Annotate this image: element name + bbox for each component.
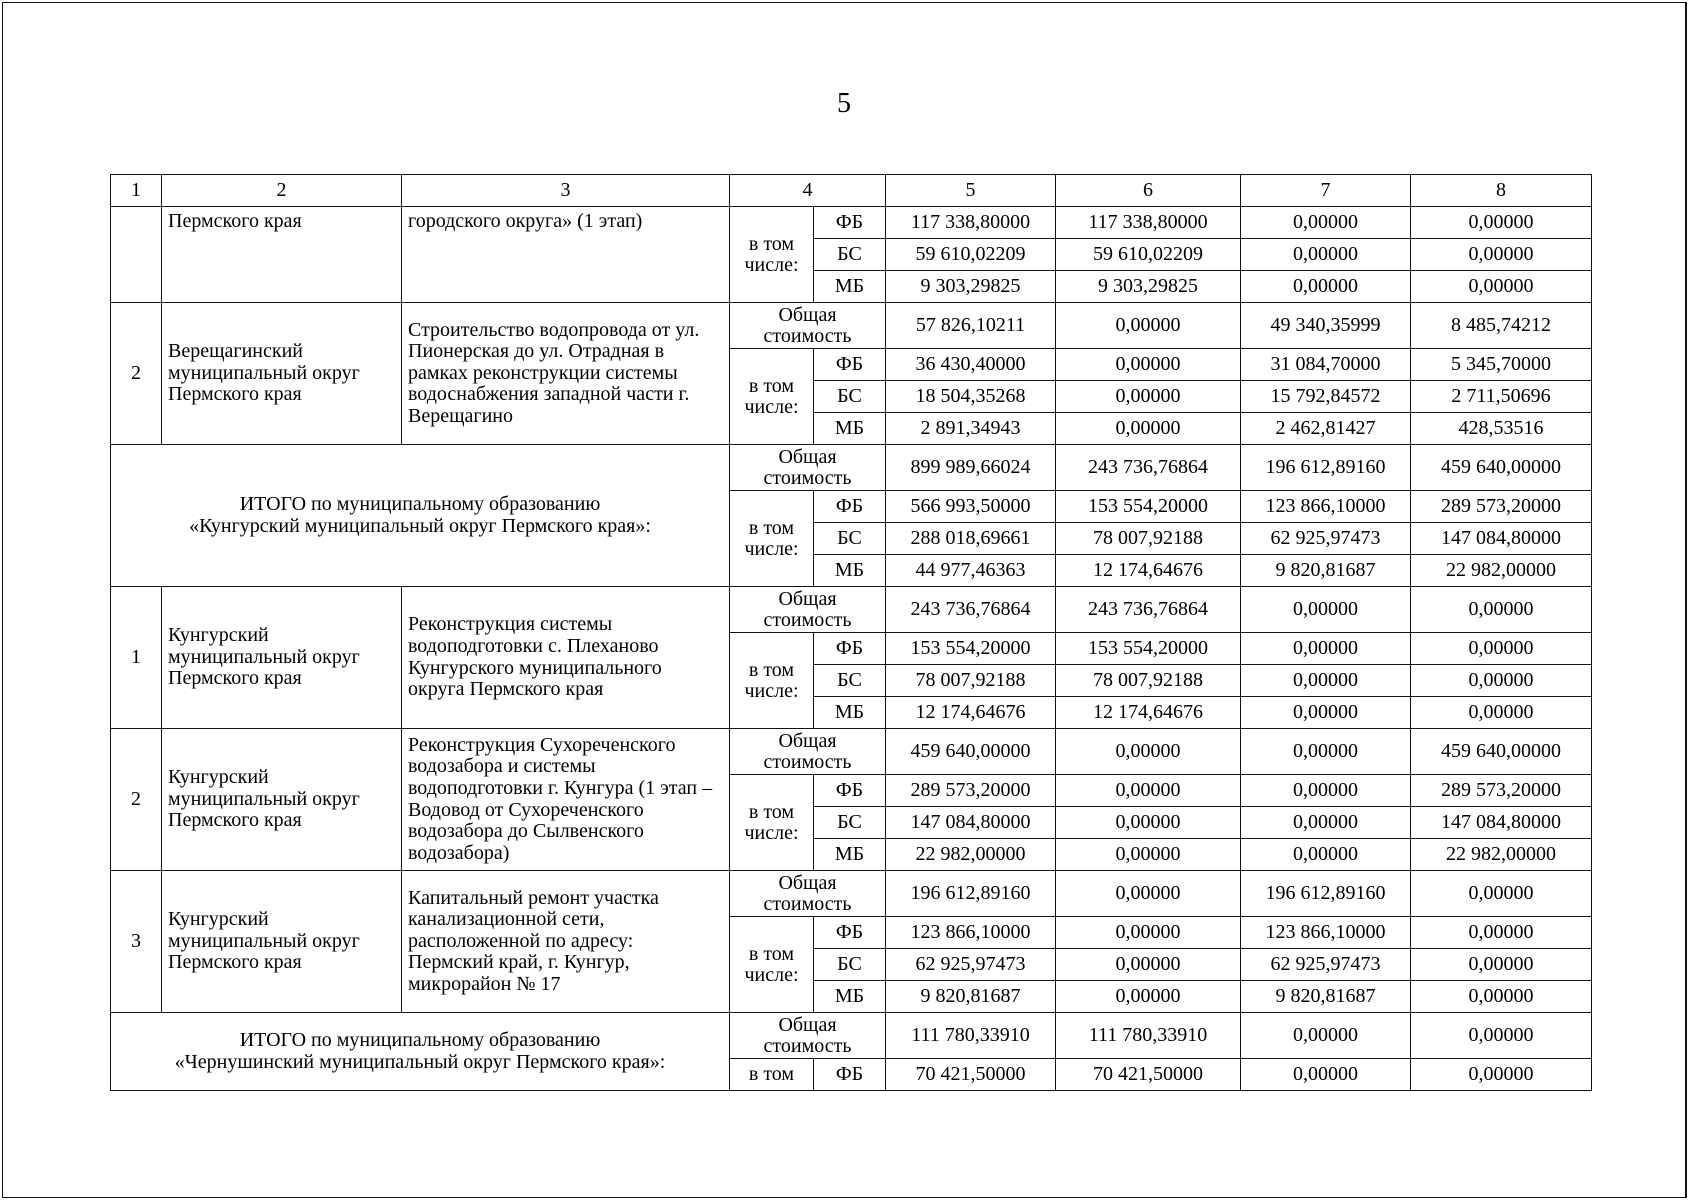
value-cell: 111 780,33910 xyxy=(1056,1013,1241,1059)
project-cell: городского округа» (1 этап) xyxy=(402,207,730,303)
budget-table xyxy=(110,174,1592,1091)
value-cell: 0,00000 xyxy=(1241,839,1411,871)
value-cell: 62 925,97473 xyxy=(1241,949,1411,981)
value-cell: 566 993,50000 xyxy=(886,491,1056,523)
value-cell: 12 174,64676 xyxy=(886,697,1056,729)
source-bs: БС xyxy=(814,949,886,981)
itogo-line1: ИТОГО по муниципальному образованию xyxy=(239,1028,601,1051)
value-cell: 9 303,29825 xyxy=(1056,271,1241,303)
table-row xyxy=(111,729,1592,775)
value-cell: 289 573,20000 xyxy=(886,775,1056,807)
value-cell: 9 820,81687 xyxy=(1241,555,1411,587)
value-cell: 0,00000 xyxy=(1241,775,1411,807)
incl-label: в том числе: xyxy=(730,349,814,445)
value-cell: 59 610,02209 xyxy=(1056,239,1241,271)
value-cell: 288 018,69661 xyxy=(886,523,1056,555)
col-header: 7 xyxy=(1241,175,1411,207)
value-cell: 243 736,76864 xyxy=(1056,587,1241,633)
table-row xyxy=(111,303,1592,349)
col-header: 5 xyxy=(886,175,1056,207)
source-bs: БС xyxy=(814,523,886,555)
value-cell: 153 554,20000 xyxy=(1056,491,1241,523)
value-cell: 0,00000 xyxy=(1241,239,1411,271)
value-cell: 18 504,35268 xyxy=(886,381,1056,413)
itogo-line2: «Кунгурский муниципальный округ Пермского края»: xyxy=(189,514,651,537)
value-cell: 0,00000 xyxy=(1056,413,1241,445)
value-cell: 9 820,81687 xyxy=(1241,981,1411,1013)
value-cell: 62 925,97473 xyxy=(886,949,1056,981)
value-cell: 62 925,97473 xyxy=(1241,523,1411,555)
total-label: Общая стоимость xyxy=(730,729,886,775)
header-row xyxy=(111,175,1592,207)
value-cell: 5 345,70000 xyxy=(1411,349,1592,381)
table-row xyxy=(111,587,1592,633)
col-header: 3 xyxy=(402,175,730,207)
page-number: 5 xyxy=(837,88,851,119)
value-cell: 15 792,84572 xyxy=(1241,381,1411,413)
value-cell: 0,00000 xyxy=(1056,303,1241,349)
value-cell: 117 338,80000 xyxy=(1056,207,1241,239)
municipality-cell: Кунгурский муниципальный округ Пермского края xyxy=(162,587,402,729)
total-label: Общая стоимость xyxy=(730,871,886,917)
total-label: Общая стоимость xyxy=(730,587,886,633)
source-fb: ФБ xyxy=(814,207,886,239)
incl-label: в том числе: xyxy=(730,917,814,1013)
value-cell: 0,00000 xyxy=(1056,871,1241,917)
row-number: 2 xyxy=(111,729,162,871)
value-cell: 70 421,50000 xyxy=(1056,1059,1241,1091)
value-cell: 147 084,80000 xyxy=(886,807,1056,839)
value-cell: 289 573,20000 xyxy=(1411,775,1592,807)
value-cell: 0,00000 xyxy=(1241,207,1411,239)
value-cell: 459 640,00000 xyxy=(886,729,1056,775)
col-header: 6 xyxy=(1056,175,1241,207)
value-cell: 0,00000 xyxy=(1411,239,1592,271)
value-cell: 0,00000 xyxy=(1411,949,1592,981)
value-cell: 0,00000 xyxy=(1241,697,1411,729)
value-cell: 899 989,66024 xyxy=(886,445,1056,491)
value-cell: 0,00000 xyxy=(1241,1013,1411,1059)
source-bs: БС xyxy=(814,807,886,839)
source-fb: ФБ xyxy=(814,491,886,523)
incl-label: в том xyxy=(730,1059,814,1091)
incl-label: в том числе: xyxy=(730,775,814,871)
value-cell: 0,00000 xyxy=(1411,633,1592,665)
source-bs: БС xyxy=(814,239,886,271)
value-cell: 243 736,76864 xyxy=(886,587,1056,633)
value-cell: 0,00000 xyxy=(1411,665,1592,697)
value-cell: 459 640,00000 xyxy=(1411,445,1592,491)
value-cell: 123 866,10000 xyxy=(1241,917,1411,949)
value-cell: 49 340,35999 xyxy=(1241,303,1411,349)
value-cell: 243 736,76864 xyxy=(1056,445,1241,491)
value-cell: 147 084,80000 xyxy=(1411,523,1592,555)
col-header: 1 xyxy=(111,175,162,207)
value-cell: 0,00000 xyxy=(1056,917,1241,949)
itogo-line1: ИТОГО по муниципальному образованию xyxy=(239,492,601,515)
total-label: Общая стоимость xyxy=(730,445,886,491)
source-fb: ФБ xyxy=(814,349,886,381)
value-cell: 2 891,34943 xyxy=(886,413,1056,445)
value-cell: 78 007,92188 xyxy=(1056,665,1241,697)
value-cell: 0,00000 xyxy=(1411,917,1592,949)
value-cell: 0,00000 xyxy=(1241,587,1411,633)
value-cell: 0,00000 xyxy=(1241,271,1411,303)
value-cell: 196 612,89160 xyxy=(1241,445,1411,491)
value-cell: 0,00000 xyxy=(1241,665,1411,697)
row-number: 3 xyxy=(111,871,162,1013)
row-number xyxy=(111,207,162,303)
municipality-cell: Пермского края xyxy=(162,207,402,303)
source-fb: ФБ xyxy=(814,775,886,807)
value-cell: 9 303,29825 xyxy=(886,271,1056,303)
value-cell: 147 084,80000 xyxy=(1411,807,1592,839)
value-cell: 0,00000 xyxy=(1241,633,1411,665)
table-row xyxy=(111,207,1592,239)
incl-label: в том числе: xyxy=(730,207,814,303)
value-cell: 22 982,00000 xyxy=(886,839,1056,871)
value-cell: 459 640,00000 xyxy=(1411,729,1592,775)
value-cell: 0,00000 xyxy=(1056,981,1241,1013)
itogo-label xyxy=(111,1013,730,1091)
value-cell: 2 711,50696 xyxy=(1411,381,1592,413)
value-cell: 9 820,81687 xyxy=(886,981,1056,1013)
source-fb: ФБ xyxy=(814,633,886,665)
value-cell: 2 462,81427 xyxy=(1241,413,1411,445)
value-cell: 0,00000 xyxy=(1241,729,1411,775)
incl-label: в том числе: xyxy=(730,633,814,729)
source-mb: МБ xyxy=(814,697,886,729)
row-number: 1 xyxy=(111,587,162,729)
value-cell: 0,00000 xyxy=(1411,207,1592,239)
project-cell: Капитальный ремонт участка канализационной сети, расположенной по адресу: Пермский край, г. Кунгур, микрорайон № 17 xyxy=(402,871,730,1013)
value-cell: 428,53516 xyxy=(1411,413,1592,445)
value-cell: 111 780,33910 xyxy=(886,1013,1056,1059)
total-label: Общая стоимость xyxy=(730,303,886,349)
value-cell: 78 007,92188 xyxy=(1056,523,1241,555)
col-header: 4 xyxy=(730,175,886,207)
source-mb: МБ xyxy=(814,981,886,1013)
value-cell: 153 554,20000 xyxy=(1056,633,1241,665)
project-cell: Строительство водопровода от ул. Пионерская до ул. Отрадная в рамках реконструкции системы водоснабжения западной части г. Верещагино xyxy=(402,303,730,445)
value-cell: 12 174,64676 xyxy=(1056,697,1241,729)
value-cell: 196 612,89160 xyxy=(886,871,1056,917)
project-cell: Реконструкция Сухореченского водозабора и системы водоподготовки г. Кунгура (1 этап – Водовод от Сухореченского водозабора до Сылвенского водозабора) xyxy=(402,729,730,871)
value-cell: 0,00000 xyxy=(1056,729,1241,775)
value-cell: 123 866,10000 xyxy=(886,917,1056,949)
row-number: 2 xyxy=(111,303,162,445)
total-label: Общая стоимость xyxy=(730,1013,886,1059)
value-cell: 0,00000 xyxy=(1411,587,1592,633)
value-cell: 44 977,46363 xyxy=(886,555,1056,587)
value-cell: 117 338,80000 xyxy=(886,207,1056,239)
incl-label: в том числе: xyxy=(730,491,814,587)
source-bs: БС xyxy=(814,665,886,697)
value-cell: 0,00000 xyxy=(1411,271,1592,303)
itogo-label xyxy=(111,445,730,587)
value-cell: 289 573,20000 xyxy=(1411,491,1592,523)
col-header: 8 xyxy=(1411,175,1592,207)
value-cell: 196 612,89160 xyxy=(1241,871,1411,917)
value-cell: 8 485,74212 xyxy=(1411,303,1592,349)
value-cell: 22 982,00000 xyxy=(1411,839,1592,871)
value-cell: 0,00000 xyxy=(1056,775,1241,807)
table-row xyxy=(111,871,1592,917)
value-cell: 0,00000 xyxy=(1411,697,1592,729)
value-cell: 0,00000 xyxy=(1056,839,1241,871)
source-fb: ФБ xyxy=(814,917,886,949)
itogo-line2: «Чернушинский муниципальный округ Пермского края»: xyxy=(174,1050,666,1073)
municipality-cell: Кунгурский муниципальный округ Пермского края xyxy=(162,871,402,1013)
source-mb: МБ xyxy=(814,555,886,587)
value-cell: 70 421,50000 xyxy=(886,1059,1056,1091)
value-cell: 0,00000 xyxy=(1056,381,1241,413)
value-cell: 0,00000 xyxy=(1056,807,1241,839)
source-mb: МБ xyxy=(814,413,886,445)
project-cell: Реконструкция системы водоподготовки с. Плеханово Кунгурского муниципального округа Пермского края xyxy=(402,587,730,729)
source-fb: ФБ xyxy=(814,1059,886,1091)
value-cell: 123 866,10000 xyxy=(1241,491,1411,523)
value-cell: 0,00000 xyxy=(1411,1059,1592,1091)
value-cell: 0,00000 xyxy=(1241,1059,1411,1091)
value-cell: 59 610,02209 xyxy=(886,239,1056,271)
value-cell: 0,00000 xyxy=(1056,349,1241,381)
value-cell: 0,00000 xyxy=(1411,1013,1592,1059)
municipality-cell: Кунгурский муниципальный округ Пермского края xyxy=(162,729,402,871)
value-cell: 153 554,20000 xyxy=(886,633,1056,665)
source-mb: МБ xyxy=(814,839,886,871)
value-cell: 57 826,10211 xyxy=(886,303,1056,349)
col-header: 2 xyxy=(162,175,402,207)
table-row xyxy=(111,1013,1592,1059)
value-cell: 22 982,00000 xyxy=(1411,555,1592,587)
value-cell: 12 174,64676 xyxy=(1056,555,1241,587)
value-cell: 0,00000 xyxy=(1056,949,1241,981)
value-cell: 36 430,40000 xyxy=(886,349,1056,381)
source-mb: МБ xyxy=(814,271,886,303)
value-cell: 31 084,70000 xyxy=(1241,349,1411,381)
municipality-cell: Верещагинский муниципальный округ Пермского края xyxy=(162,303,402,445)
value-cell: 78 007,92188 xyxy=(886,665,1056,697)
value-cell: 0,00000 xyxy=(1411,871,1592,917)
value-cell: 0,00000 xyxy=(1411,981,1592,1013)
table-row xyxy=(111,445,1592,491)
value-cell: 0,00000 xyxy=(1241,807,1411,839)
source-bs: БС xyxy=(814,381,886,413)
